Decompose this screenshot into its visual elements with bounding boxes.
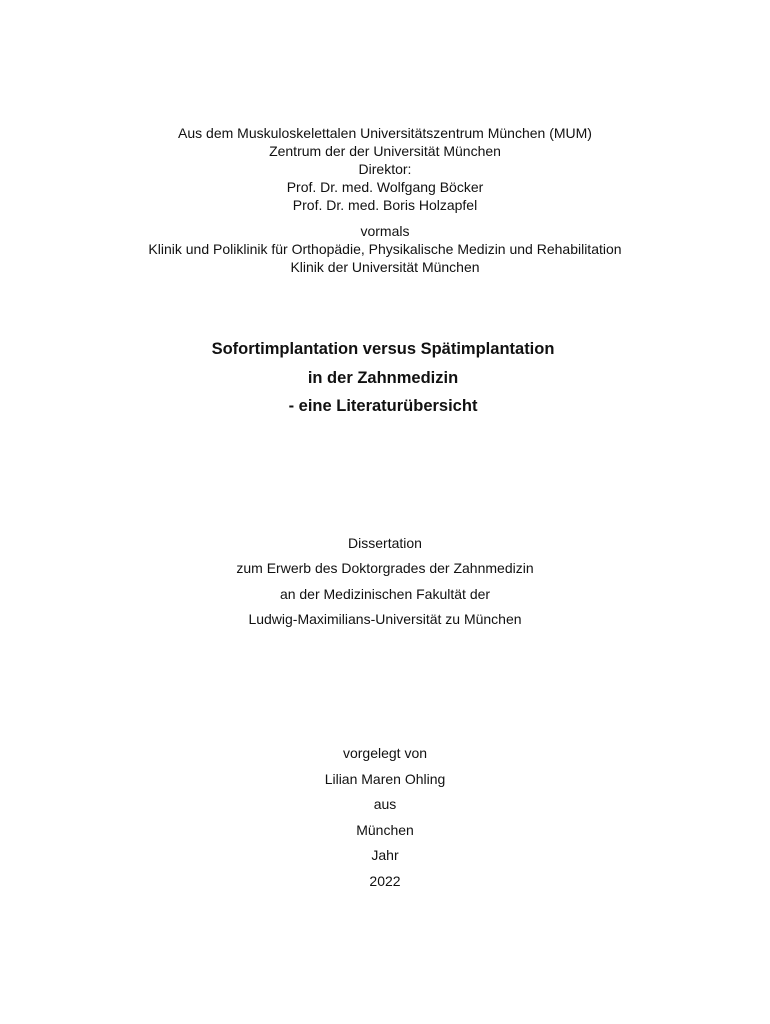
author-block xyxy=(0,741,770,894)
institution-header xyxy=(0,124,770,276)
from-label: aus xyxy=(373,796,397,812)
thesis-title xyxy=(0,335,768,421)
former-clinic-name: Klinik und Poliklinik für Orthopädie, Physikalische Medizin und Rehabilitation xyxy=(148,241,622,257)
dissertation-label: Dissertation xyxy=(348,535,422,551)
year-label: Jahr xyxy=(371,847,399,863)
faculty-name: an der Medizinischen Fakultät der xyxy=(279,585,491,602)
former-clinic-university: Klinik der Universität München xyxy=(290,259,480,275)
author-name: Lilian Maren Ohling xyxy=(324,770,446,787)
university-name: Ludwig-Maximilians-Universität zu München xyxy=(248,610,522,627)
institution-name: Aus dem Muskuloskelettalen Universitätszentrum München (MUM) xyxy=(178,125,592,141)
degree-purpose: zum Erwerb des Doktorgrades der Zahnmedizin xyxy=(236,560,534,577)
author-city: München xyxy=(356,821,414,838)
center-name: Zentrum der der Universität München xyxy=(269,143,501,159)
dissertation-statement xyxy=(0,531,770,632)
director-name-1: Prof. Dr. med. Wolfgang Böcker xyxy=(286,179,484,195)
director-name-2: Prof. Dr. med. Boris Holzapfel xyxy=(292,197,478,213)
director-label: Direktor: xyxy=(358,161,412,177)
title-line-3: - eine Literaturübersicht xyxy=(288,397,478,415)
title-line-1: Sofortimplantation versus Spätimplantation xyxy=(211,340,555,358)
year-value: 2022 xyxy=(369,872,401,889)
title-line-2: in der Zahnmedizin xyxy=(307,368,459,387)
header-spacer xyxy=(0,214,770,222)
submitted-by-label: vorgelegt von xyxy=(342,745,428,761)
former-label: vormals xyxy=(360,223,410,239)
